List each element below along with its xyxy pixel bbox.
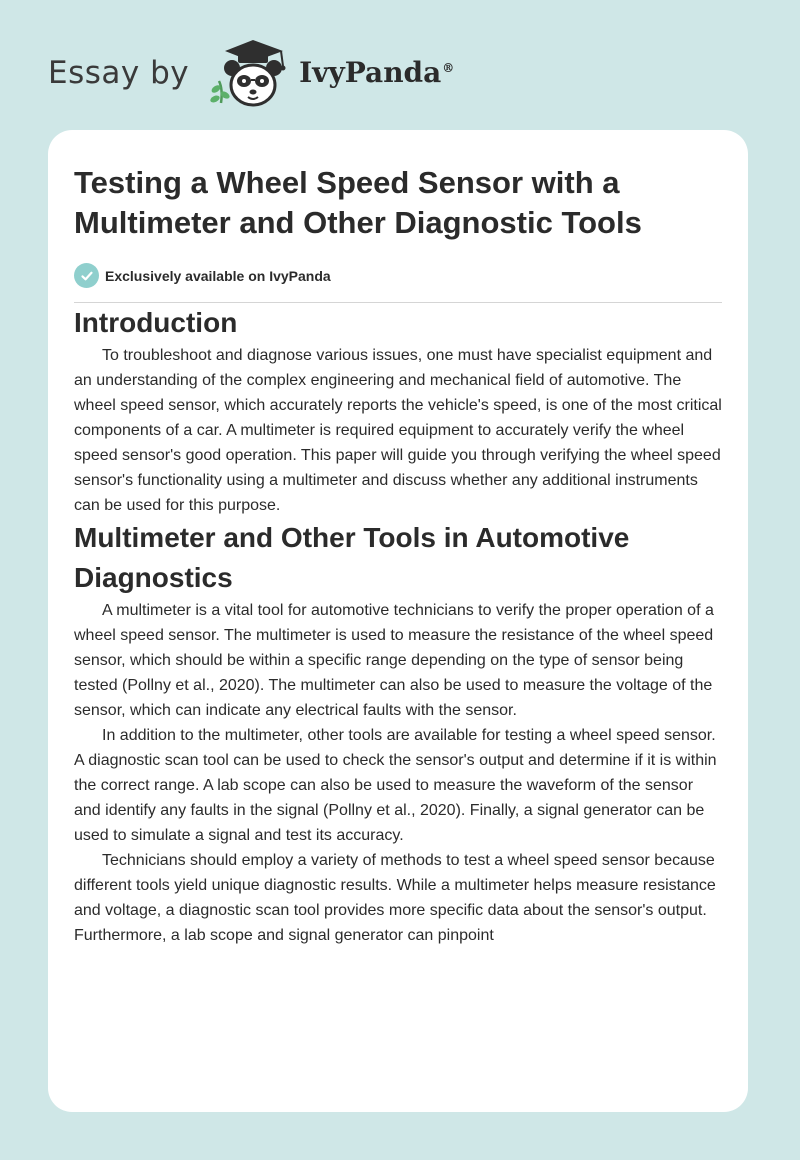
essay-title: Testing a Wheel Speed Sensor with a Multimeter and Other Diagnostic Tools (74, 165, 642, 240)
brand-name-text: IvyPanda (299, 56, 442, 89)
exclusive-notice (74, 263, 722, 288)
paragraph: A multimeter is a vital tool for automotive technicians to verify the proper operation of a wheel speed sensor. The multimeter is used to measure the resistance of the wheel speed sensor, which should be within a specific range depending on the type of sensor being tested (Pollny et al., 2020). The multimeter can also be used to measure the voltage of the sensor, which can indicate any electrical faults with the sensor. (74, 602, 714, 719)
check-circle-icon (74, 263, 99, 288)
paragraph: In addition to the multimeter, other tools are available for testing a wheel speed sensor. A diagnostic scan tool can be used to check the sensor's output and determine if it is within the correct range. A lab scope can also be used to measure the waveform of the sensor and identify any faults in the signal (Pollny et al., 2020). Finally, a signal generator can be used to simulate a signal and test its accuracy. (74, 727, 717, 844)
site-header (48, 38, 454, 108)
essay-card (48, 130, 748, 1112)
section-heading-multimeter: Multimeter and Other Tools in Automotive Diagnostics (74, 522, 630, 593)
paragraph: To troubleshoot and diagnose various issues, one must have specialist equipment and an understanding of the complex engineering and mechanical field of automotive. The wheel speed sensor, which accurately reports the vehicle's speed, is one of the most critical components of a car. A multimeter is required equipment to accurately verify the wheel speed sensor's good operation. This paper will guide you through verifying the wheel speed sensor's functionality using a multimeter and discuss whether any additional instruments can be used for this purpose. (74, 347, 722, 514)
brand-name[interactable] (299, 56, 455, 89)
exclusive-label: Exclusively available on IvyPanda (105, 267, 331, 284)
section-heading-introduction: Introduction (74, 307, 238, 338)
registered-mark: ® (442, 60, 455, 75)
brand-prefix: Essay by (48, 54, 190, 91)
panda-graduate-icon[interactable] (205, 37, 295, 109)
paragraph: Technicians should employ a variety of methods to test a wheel speed sensor because different tools yield unique diagnostic results. While a multimeter helps measure resistance and voltage, a diagnostic scan tool provides more specific data about the sensor's output. Furthermore, a lab scope and signal generator can pinpoint (74, 852, 716, 944)
